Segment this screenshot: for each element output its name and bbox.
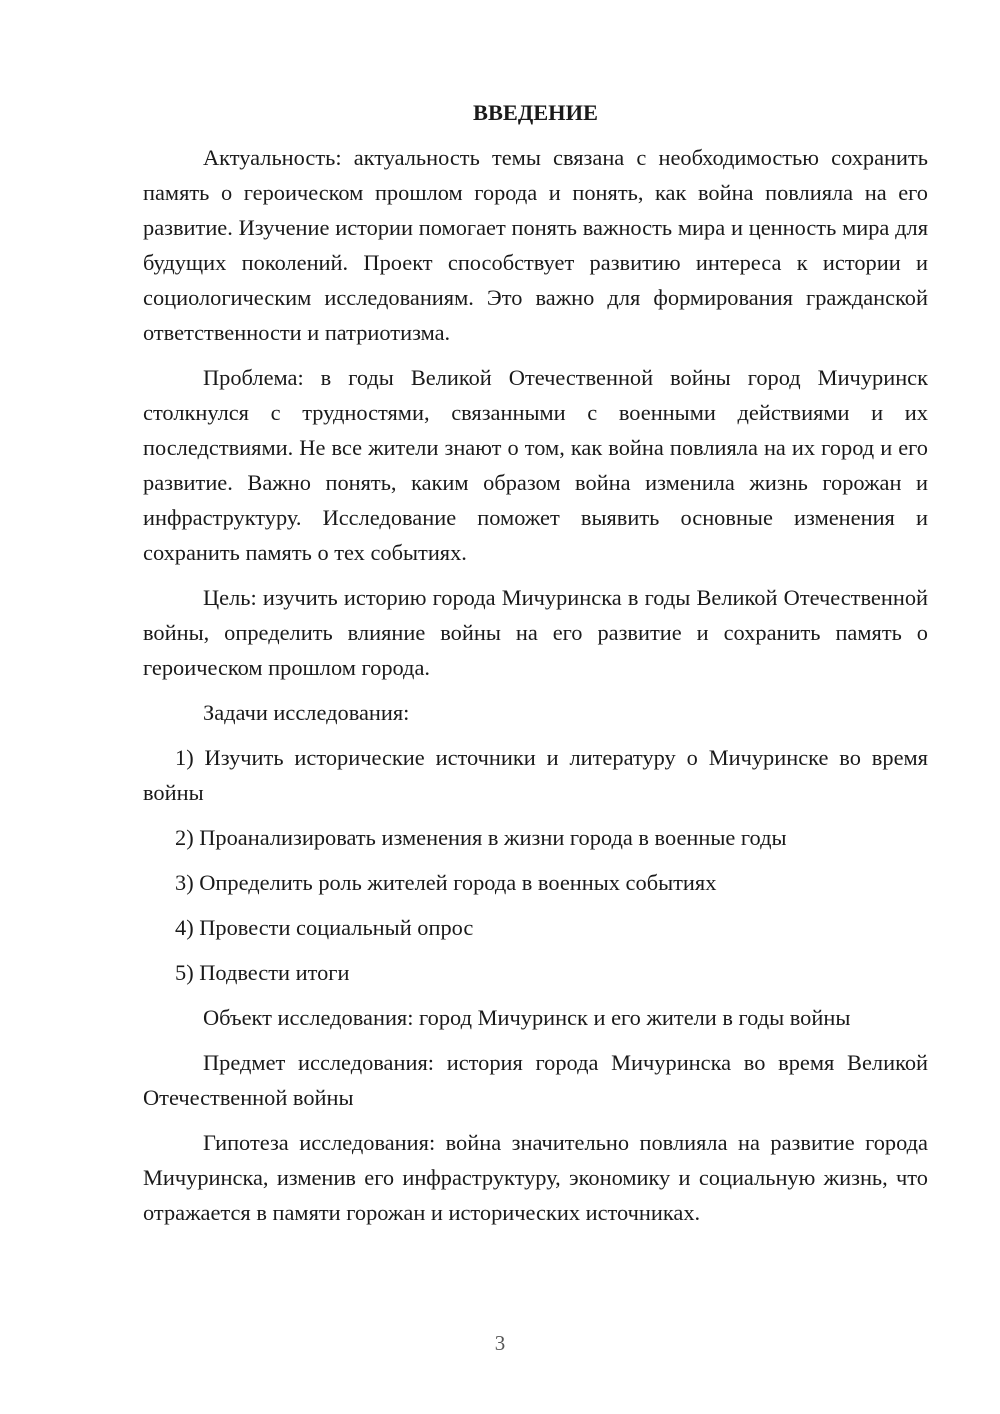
task-item: 4) Провести социальный опрос [175, 915, 474, 940]
task-item: 2) Проанализировать изменения в жизни города в военные годы [175, 825, 787, 850]
task-item: 3) Определить роль жителей города в военных событиях [175, 870, 717, 895]
paragraph-relevance: Актуальность: актуальность темы связана с необходимостью сохранить память о героическом прошлом города и понять, как война повлияла на его развитие. Изучение истории помогает понять важность мира и ценность мира для будущих поколений. Проект способствует развитию интереса к истории и социологическим исследованиям. Это важно для формирования гражданской ответственности и патриотизма. [143, 145, 928, 345]
paragraph-object: Объект исследования: город Мичуринск и его жители в годы войны [203, 1005, 851, 1030]
tasks-title: Задачи исследования: [203, 700, 410, 725]
document-body [143, 95, 928, 1230]
task-item: 1) Изучить исторические источники и литературу о Мичуринске во время войны [143, 745, 928, 805]
task-item: 5) Подвести итоги [175, 960, 350, 985]
paragraph-subject: Предмет исследования: история города Мичуринска во время Великой Отечественной войны [143, 1050, 928, 1110]
paragraph-hypothesis: Гипотеза исследования: война значительно повлияла на развитие города Мичуринска, изменив его инфраструктуру, экономику и социальную жизнь, что отражается в памяти горожан и исторических источниках. [143, 1130, 928, 1225]
tasks-list [143, 740, 928, 990]
paragraph-problem: Проблема: в годы Великой Отечественной войны город Мичуринск столкнулся с трудностями, связанными с военными действиями и их последствиями. Не все жители знают о том, как война повлияла на их город и его развитие. Важно понять, каким образом война изменила жизнь горожан и инфраструктуру. Исследование поможет выявить основные изменения и сохранить память о тех событиях. [143, 365, 928, 565]
page-number: 3 [494, 1331, 506, 1355]
paragraph-goal: Цель: изучить историю города Мичуринска в годы Великой Отечественной войны, определить влияние войны на его развитие и сохранить память о героическом прошлом города. [143, 585, 928, 680]
section-heading: ВВЕДЕНИЕ [473, 100, 598, 125]
